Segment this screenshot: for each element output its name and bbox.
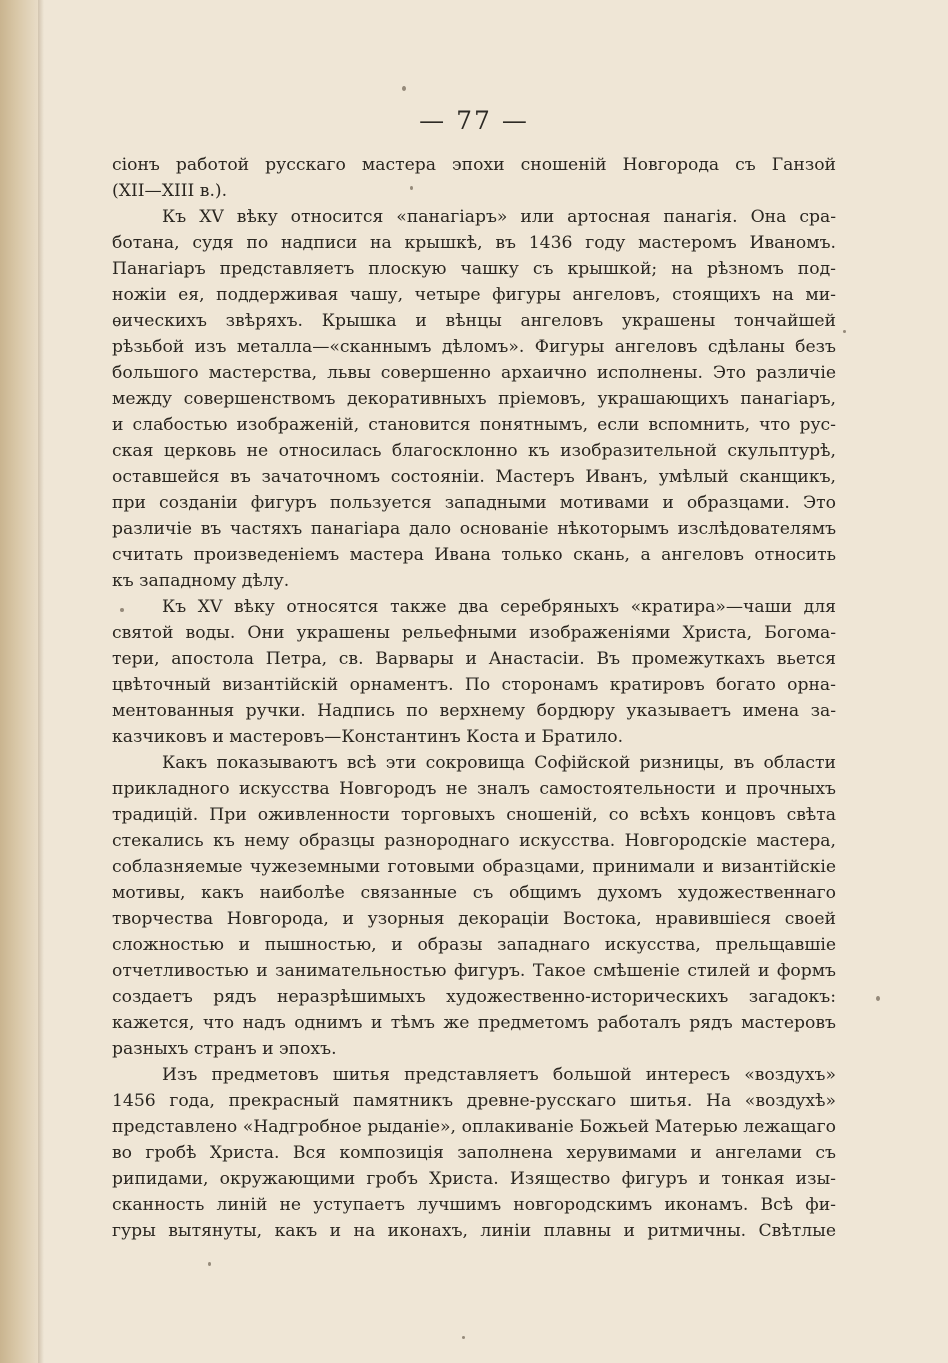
text-line: тери, апостола Петра, св. Варвары и Анастасіи. Въ промежуткахъ вьется — [112, 649, 836, 669]
page-binding-edge — [0, 0, 38, 1363]
text-line: рѣзьбой изъ металла—«сканнымъ дѣломъ». Фигуры ангеловъ сдѣланы безъ — [112, 337, 836, 357]
text-line: считать произведеніемъ мастера Ивана только скань, а ангеловъ относить — [112, 545, 836, 565]
text-line: мотивы, какъ наиболѣе связанные съ общимъ духомъ художественнаго — [112, 883, 836, 903]
text-line: 1456 года, прекрасный памятникъ древне-русскаго шитья. На «воздухѣ» — [112, 1091, 836, 1111]
text-line: святой воды. Они украшены рельефными изображеніями Христа, Богома- — [112, 623, 836, 643]
text-line: стекались къ нему образцы разнороднаго искусства. Новгородскіе мастера, — [112, 831, 836, 851]
text-line: Къ XV вѣку относятся также два серебряныхъ «кратира»—чаши для — [162, 597, 836, 617]
text-line: творчества Новгорода, и узорныя декораціи Востока, нравившіеся своей — [112, 909, 836, 929]
text-line: отчетливостью и занимательностью фигуръ. Такое смѣшеніе стилей и формъ — [112, 961, 836, 981]
paper-speck — [208, 1262, 211, 1266]
text-line: оставшейся въ зачаточномъ состояніи. Мастеръ Иванъ, умѣлый сканщикъ, — [112, 467, 836, 487]
text-line: между совершенствомъ декоративныхъ пріемовъ, украшающихъ панагіаръ, — [112, 389, 836, 409]
text-line: прикладного искусства Новгородъ не зналъ самостоятельности и прочныхъ — [112, 779, 836, 799]
paper-speck — [410, 186, 413, 190]
page-gutter-shadow — [38, 0, 44, 1363]
text-line: соблазняемые чужеземными готовыми образцами, принимали и византійскіе — [112, 857, 836, 877]
text-line: казчиковъ и мастеровъ—Константинъ Коста и Братило. — [112, 727, 624, 747]
text-line: разныхъ странъ и эпохъ. — [112, 1039, 337, 1059]
text-line: (XII—XIII в.). — [112, 181, 228, 201]
text-line: Изъ предметовъ шитья представляетъ большой интересъ «воздухъ» — [162, 1065, 836, 1085]
paper-speck — [843, 330, 846, 333]
paper-speck — [462, 1336, 465, 1339]
paper-speck — [120, 608, 124, 612]
text-line: при созданіи фигуръ пользуется западными мотивами и образцами. Это — [112, 493, 836, 513]
text-line: Какъ показываютъ всѣ эти сокровища Софійской ризницы, въ области — [162, 753, 836, 773]
text-line: кажется, что надъ однимъ и тѣмъ же предметомъ работалъ рядъ мастеровъ — [112, 1013, 836, 1033]
text-line: традицій. При оживленности торговыхъ сношеній, со всѣхъ концовъ свѣта — [112, 805, 836, 825]
text-line: гуры вытянуты, какъ и на иконахъ, линіи плавны и ритмичны. Свѣтлые — [112, 1221, 836, 1241]
text-line: цвѣточный византійскій орнаментъ. По сторонамъ кратировъ богато орна- — [112, 675, 836, 695]
text-line: ботана, судя по надписи на крышкѣ, въ 1436 году мастеромъ Иваномъ. — [112, 233, 836, 253]
text-line: сложностью и пышностью, и образы западнаго искусства, прельщавшіе — [112, 935, 836, 955]
text-line: во гробѣ Христа. Вся композиція заполнена херувимами и ангелами съ — [112, 1143, 836, 1163]
text-line: ѳическихъ звѣряхъ. Крышка и вѣнцы ангеловъ украшены тончайшей — [112, 311, 836, 331]
text-line: ментованныя ручки. Надпись по верхнему бордюру указываетъ имена за- — [112, 701, 836, 721]
text-line: создаетъ рядъ неразрѣшимыхъ художественно-историческихъ загадокъ: — [112, 987, 836, 1007]
paper-speck — [876, 996, 880, 1001]
text-line: Къ XV вѣку относится «панагіаръ» или артосная панагія. Она сра- — [162, 207, 836, 227]
page-number: — 77 — — [419, 106, 529, 135]
text-line: Панагіаръ представляетъ плоскую чашку съ крышкой; на рѣзномъ под- — [112, 259, 836, 279]
text-line: ская церковь не относилась благосклонно къ изобразительной скульптурѣ, — [112, 441, 836, 461]
text-line: къ западному дѣлу. — [112, 571, 290, 591]
text-line: рипидами, окружающими гробъ Христа. Изящество фигуръ и тонкая изы- — [112, 1169, 836, 1189]
paper-speck — [402, 86, 406, 91]
text-line: различіе въ частяхъ панагіара дало основаніе нѣкоторымъ изслѣдователямъ — [112, 519, 836, 539]
text-line: сканность линій не уступаетъ лучшимъ новгородскимъ иконамъ. Всѣ фи- — [112, 1195, 836, 1215]
text-line: и слабостью изображеній, становится понятнымъ, если вспомнить, что рус- — [112, 415, 836, 435]
text-line: ножіи ея, поддерживая чашу, четыре фигуры ангеловъ, стоящихъ на ми- — [112, 285, 836, 305]
body-text — [112, 152, 836, 1244]
text-line: представлено «Надгробное рыданіе», оплакиваніе Божьей Матерью лежащаго — [112, 1117, 836, 1137]
text-line: сіонъ работой русскаго мастера эпохи сношеній Новгорода съ Ганзой — [112, 155, 836, 175]
text-line: большого мастерства, львы совершенно архаично исполнены. Это различіе — [112, 363, 836, 383]
